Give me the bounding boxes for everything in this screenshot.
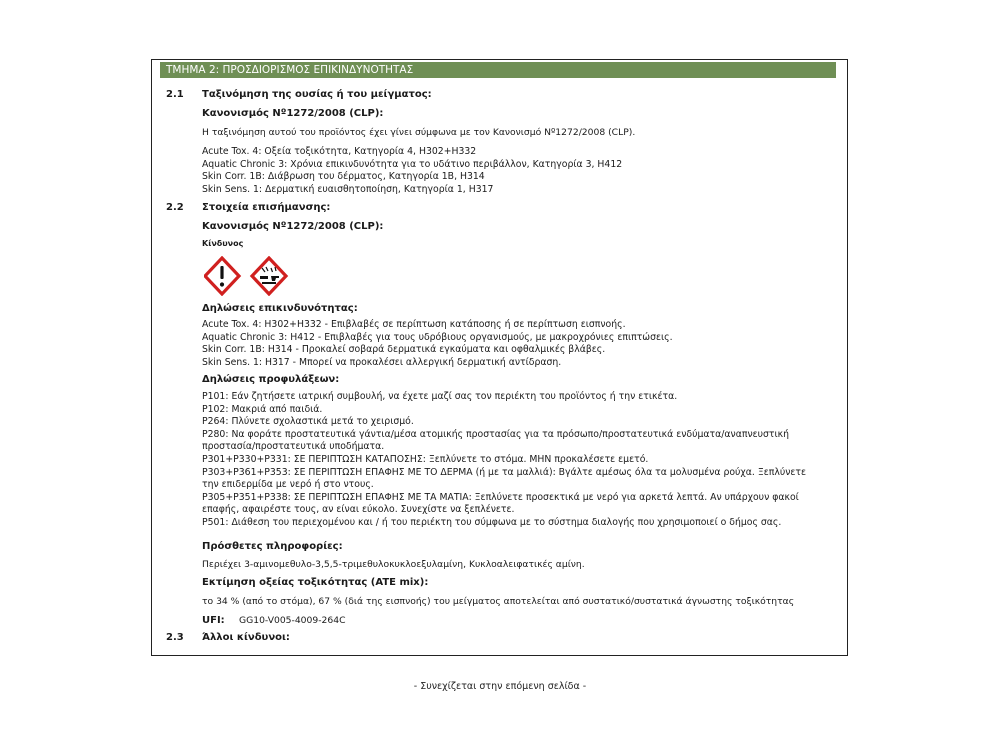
precautionary-statement: P280: Να φοράτε προστατευτικά γάντια/μέσα ατομικής προστασίας για τα πρόσωπο/προστατευτικά ενδύματα/αναπνευστική: [202, 428, 790, 440]
precautionary-statement: P305+P351+P338: ΣΕ ΠΕΡΙΠΤΩΣΗ ΕΠΑΦΗΣ ΜΕ ΤΑ ΜΑΤΙΑ: Ξεπλύνετε προσεκτικά με νερό για αρκετά λεπτά. Αν υπάρχουν φακοί: [202, 491, 799, 503]
hazard-statement: Aquatic Chronic 3: H412 - Επιβλαβές για τους υδρόβιους οργανισμούς, με μακροχρόνιες επιπτώσεις.: [202, 331, 673, 343]
precautionary-statement: προστασία/προστατευτικά υποδήματα.: [202, 441, 385, 453]
hazard-statement: Skin Sens. 1: H317 - Μπορεί να προκαλέσει αλλεργική δερματική αντίδραση.: [202, 356, 562, 368]
section-2-1-title: Ταξινόμηση της ουσίας ή του μείγματος:: [202, 89, 432, 100]
precautionary-statement: P301+P330+P331: ΣΕ ΠΕΡΙΠΤΩΣΗ ΚΑΤΑΠΟΣΗΣ: Ξεπλύνετε το στόμα. ΜΗΝ προκαλέσετε εμετό.: [202, 453, 649, 465]
classification-item: Skin Sens. 1: Δερματική ευαισθητοποίηση, Κατηγορία 1, H317: [202, 183, 494, 195]
additional-info-text: Περιέχει 3-αμινομεθυλο-3,5,5-τριμεθυλοκυκλοεξυλαμίνη, Κυκλοαλειφατικές αμίνη.: [202, 559, 585, 570]
ate-title: Εκτίμηση οξείας τοξικότητας (ATE mix):: [202, 577, 429, 588]
additional-info-title: Πρόσθετες πληροφορίες:: [202, 541, 343, 552]
precautionary-statement: P303+P361+P353: ΣΕ ΠΕΡΙΠΤΩΣΗ ΕΠΑΦΗΣ ΜΕ ΤΟ ΔΕΡΜΑ (ή με τα μαλλιά): Βγάλτε αμέσως όλα τα μολυσμένα ρούχα. Ξεπλύνετε: [202, 466, 807, 478]
ufi-value: GG10-V005-4009-264C: [239, 615, 346, 626]
hazard-pictograms: [204, 256, 294, 296]
hazard-statements-list: [202, 319, 817, 369]
corrosion-icon: [252, 258, 286, 294]
regulation-heading: Κανονισμός Nº1272/2008 (CLP):: [202, 108, 384, 119]
hazard-statements-title: Δηλώσεις επικινδυνότητας:: [202, 303, 358, 314]
precautionary-statements-list: [202, 391, 817, 530]
page-footer: - Συνεχίζεται στην επόμενη σελίδα -: [413, 681, 587, 692]
section-2-3-number: 2.3: [166, 632, 184, 643]
section-2-2-title: Στοιχεία επισήμανσης:: [202, 202, 331, 213]
section-2-2-number: 2.2: [166, 202, 184, 213]
regulation-heading: Κανονισμός Nº1272/2008 (CLP):: [202, 221, 384, 232]
classification-item: Aquatic Chronic 3: Χρόνια επικινδυνότητα για το υδάτινο περιβάλλον, Κατηγορία 3, H412: [202, 158, 623, 170]
signal-word: Κίνδυνος: [202, 239, 244, 248]
ate-text: το 34 % (από το στόμα), 67 % (διά της εισπνοής) του μείγματος αποτελείται από συστατικό/συστατικά άγνωστης τοξικότητας: [202, 596, 795, 607]
classification-item: Acute Tox. 4: Οξεία τοξικότητα, Κατηγορία 4, H302+H332: [202, 146, 477, 157]
document-frame: [151, 59, 848, 656]
section-2-3-title: Άλλοι κίνδυνοι:: [202, 632, 290, 643]
precautionary-statement: P501: Διάθεση του περιεχομένου και / ή του περιέκτη του σύμφωνα με το σύστημα διαλογής που χρησιμοποιεί ο δήμος σας.: [202, 516, 782, 528]
exclamation-mark-icon: [205, 258, 239, 294]
classification-item: Skin Corr. 1B: Διάβρωση του δέρματος, Κατηγορία 1B, H314: [202, 171, 485, 183]
precautionary-statement: P264: Πλύνετε σχολαστικά μετά το χειρισμό.: [202, 416, 414, 428]
hazard-statement: Acute Tox. 4: H302+H332 - Επιβλαβές σε περίπτωση κατάποσης ή σε περίπτωση εισπνοής.: [202, 319, 626, 330]
hazard-statement: Skin Corr. 1B: H314 - Προκαλεί σοβαρά δερματικά εγκαύματα και οφθαλμικές βλάβες.: [202, 344, 606, 356]
section-2-1-number: 2.1: [166, 89, 184, 100]
precautionary-statement: P102: Μακριά από παιδιά.: [202, 403, 323, 415]
section-header: ΤΜΗΜΑ 2: ΠΡΟΣΔΙΟΡΙΣΜΟΣ ΕΠΙΚΙΝΔΥΝΟΤΗΤΑΣ: [160, 62, 836, 78]
precautionary-statement: επαφής, αφαιρέστε τους, αν είναι εύκολο. Συνεχίστε να ξεπλένετε.: [202, 504, 515, 516]
precautionary-statements-title: Δηλώσεις προφυλάξεων:: [202, 374, 340, 385]
precautionary-statement: την επιδερμίδα με νερό ή στο ντους.: [202, 479, 374, 491]
classification-intro: Η ταξινόμηση αυτού του προϊόντος έχει γίνει σύμφωνα με τον Κανονισμό Nº1272/2008 (CLP).: [202, 127, 636, 138]
classification-list: [202, 146, 817, 196]
ufi-label: UFI:: [202, 615, 225, 626]
precautionary-statement: P101: Εάν ζητήσετε ιατρική συμβουλή, να έχετε μαζί σας τον περιέκτη του προϊόντος ή την ετικέτα.: [202, 391, 678, 402]
